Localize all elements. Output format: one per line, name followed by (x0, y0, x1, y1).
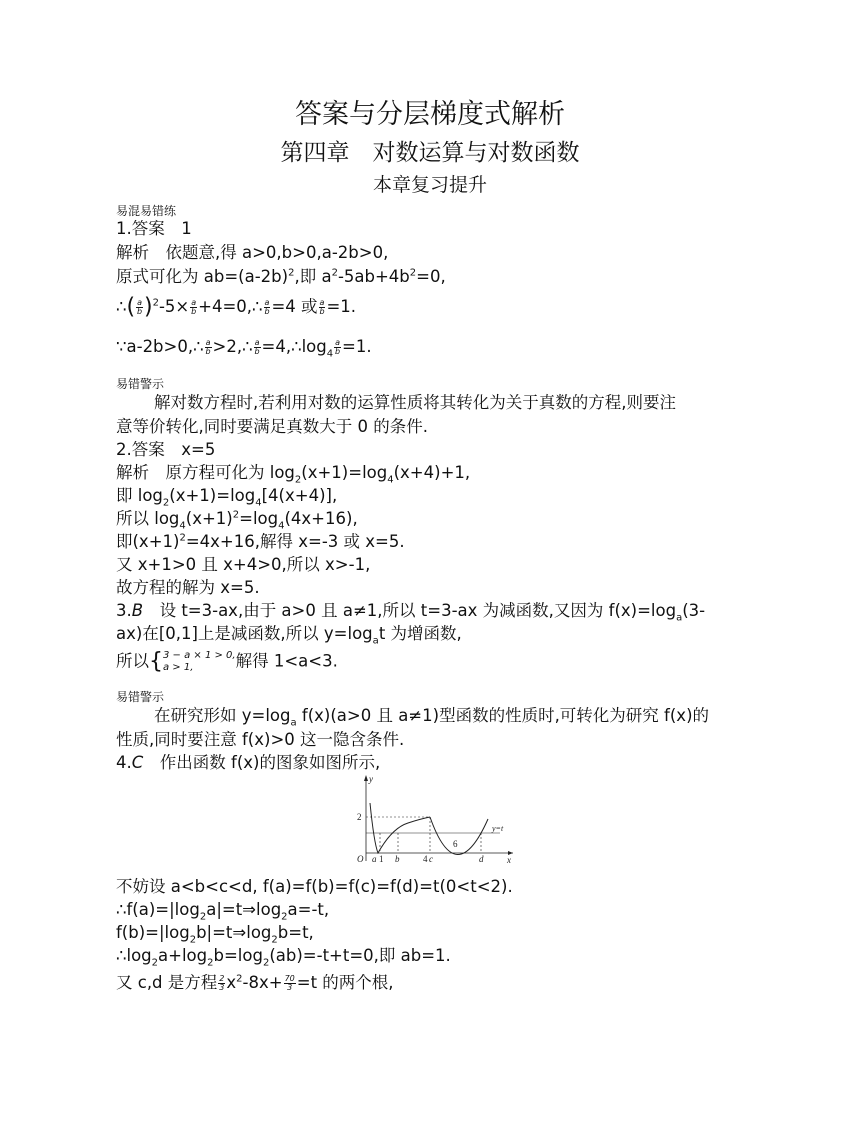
line-label: y=t (492, 824, 504, 833)
warning-text-2b: 性质,同时要注意 f(x)>0 这一隐含条件. (116, 730, 405, 749)
tick-c: c (429, 854, 433, 864)
q1-step3: ∵a-2b>0,∴ $\frac{a}{b}$ >2,∴ $\frac{a}{b}$ $=4,\therefore\log_4$ $\frac{a}{b}$ =1. (116, 337, 372, 360)
warning-label-1: 易错警示 (116, 377, 165, 391)
q2-step2: 所以 $\log_4(x+1)^2=\log_4(4x+16)$, (116, 509, 358, 532)
origin-label: O (357, 854, 364, 864)
y-tick-2: 2 (357, 812, 362, 822)
function-graph (348, 773, 518, 865)
warning-text-1b: 意等价转化,同时要满足真数大于 0 的条件. (116, 417, 428, 436)
q1-answer: 1.答案 1 (116, 219, 192, 238)
x-axis-label: x (507, 855, 511, 865)
tick-6: 6 (453, 839, 458, 849)
q4-step4: $\therefore\log_2a+\log_2b=\log_2(ab)=-t+t=0$,即 ab=1. (116, 946, 451, 969)
y-axis-label: y (369, 774, 373, 784)
q2-analysis: 解析 原方程可化为 $\log_2(x+1)=\log_4(x+4)+1$, (116, 463, 471, 486)
q3-step1: ax)在[0,1]上是减函数,所以 $y=\log_at$ 为增函数, (116, 624, 462, 647)
q4-step1: 不妨设 a<b<c<d, f(a)=f(b)=f(c)=f(d)=t(0<t<2). (116, 877, 513, 896)
q4-step5: 又 c,d 是方程 $\frac{2}{3}$ $x^2-8x+$ $\frac{70}{3}$ =t 的两个根, (116, 973, 394, 992)
q1-step1: 原式可化为 $ab=(a-2b)^2$,即 $a^2-5ab+4b^2=0$, (116, 267, 446, 286)
tick-b: b (395, 854, 400, 864)
page-title: 答案与分层梯度式解析 (295, 99, 565, 130)
q4-analysis: 4.C 作出函数 f(x)的图象如图所示, (116, 753, 381, 772)
q2-conclusion: 故方程的解为 x=5. (116, 578, 260, 597)
q3-step2: 所以{ 3 − a × 1 > 0, a > 1, 解得 1<a<3. (116, 649, 338, 674)
warning-text-1a: 解对数方程时,若利用对数的运算性质将其转化为关于真数的方程,则要注 (154, 393, 676, 412)
log-curve (370, 803, 430, 853)
q2-step1: 即 $\log_2(x+1)=\log_4[4(x+4)]$, (116, 486, 338, 509)
section-label: 易混易错练 (116, 204, 177, 218)
q1-step2: ∴( $\frac{a}{b}$ )$^2$-5× $\frac{a}{b}$ +4=0,∴ $\frac{a}{b}$ =4 或 $\frac{a}{b}$ =1. (116, 294, 357, 320)
q4-step3: $f(b)=|\log_2b|=t\Rightarrow\log_2b=t$, (116, 923, 314, 946)
tick-a: a (372, 854, 377, 864)
warning-text-2a: 在研究形如 $y=\log_a$ f(x)(a>0 且 a≠1)型函数的性质时,可转化为研究 f(x)的 (154, 706, 710, 729)
q4-step2: $\therefore f(a)=|\log_2a|=t\Rightarrow\log_2a=-t$, (116, 900, 330, 923)
q2-answer: 2.答案 x=5 (116, 440, 216, 459)
chapter-title: 第四章 对数运算与对数函数 (280, 140, 580, 166)
q3-analysis: 3.B 设 t=3-ax,由于 a>0 且 a≠1,所以 t=3-ax 为减函数,又因为 $f(x)=\log_a(3-$ (116, 601, 706, 624)
parabola-curve (430, 817, 488, 855)
tick-4: 4 (423, 854, 428, 864)
q2-step4: 又 x+1>0 且 x+4>0,所以 x>-1, (116, 555, 371, 574)
q2-step3: 即$(x+1)^2=4x+16$,解得 x=-3 或 x=5. (116, 532, 405, 551)
tick-d: d (479, 854, 484, 864)
section-title: 本章复习提升 (372, 174, 487, 196)
warning-label-2: 易错警示 (116, 690, 165, 704)
q1-analysis: 解析 依题意,得 a>0,b>0,a-2b>0, (116, 243, 389, 262)
tick-1: 1 (379, 854, 384, 864)
y-axis-arrow (364, 775, 368, 781)
